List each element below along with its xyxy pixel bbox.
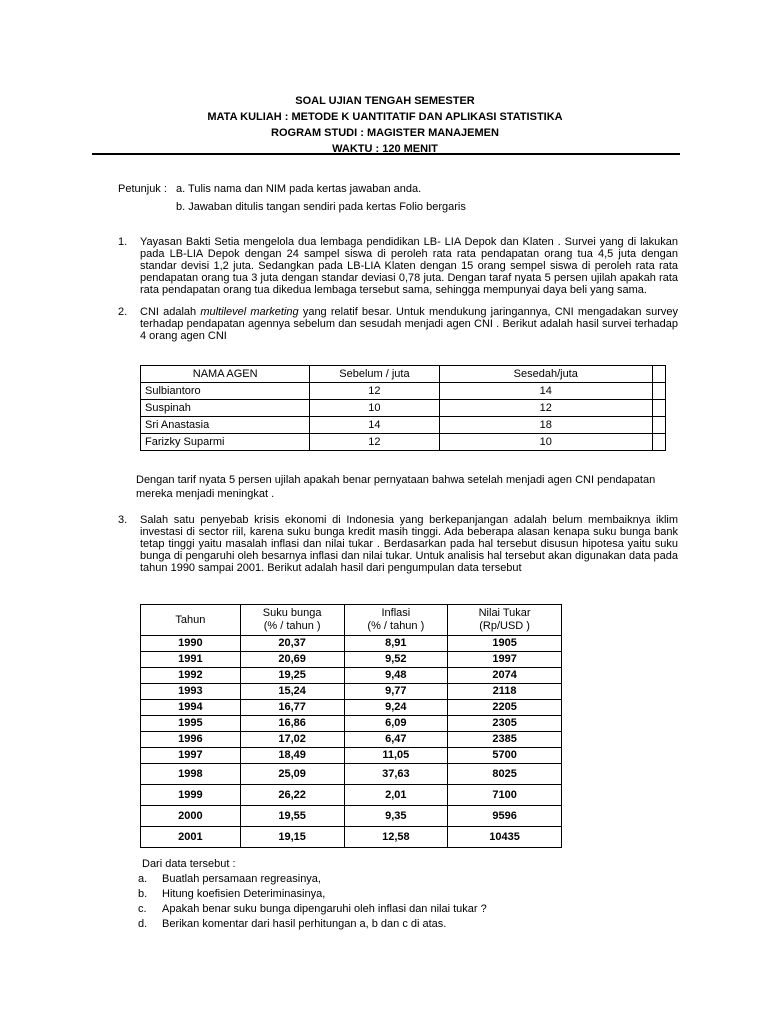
table-header-row	[141, 366, 666, 383]
table-cell: 37,63	[344, 764, 448, 785]
table-cell: 1998	[141, 764, 241, 785]
table-cell: 1999	[141, 785, 241, 806]
table-cell: 12	[439, 400, 652, 417]
table-cell: 10	[310, 400, 439, 417]
table-cell: 7100	[448, 785, 562, 806]
table-row	[141, 684, 562, 700]
question-text: Salah satu penyebab krisis ekonomi di Indonesia yang berkepanjangan adalah belum membaiknya iklim investasi di sector riil, karena suku bunga kredit masih tinggi. Ada beberapa alasan kenapa suku bunga bank tetap tinggi yaitu masalah inflasi dan nilai tukar . Berdasarkan pada hal tersebut disusun hipotesa yaitu suku bunga di pengaruhi oleh besarnya inflasi dan nilai tukar. Untuk analisis hal tersebut akan digunakan data pada tahun 1990 sampai 2001. Berikut adalah hasil dari pengumpulan data tersebut	[140, 514, 678, 574]
table-cell: 9,35	[344, 806, 448, 827]
table-cell: 10435	[448, 827, 562, 848]
question-number: 2.	[118, 306, 128, 318]
table-cell: 9,77	[344, 684, 448, 700]
agent-income-table	[140, 365, 666, 451]
table-row	[141, 785, 562, 806]
table-cell: 9596	[448, 806, 562, 827]
table-cell: 1905	[448, 636, 562, 652]
column-header: Sesedah/juta	[439, 366, 652, 383]
table-cell: 19,25	[240, 668, 344, 684]
exam-header	[90, 93, 680, 157]
instructions-label: Petunjuk :	[118, 183, 167, 195]
table-cell: 1990	[141, 636, 241, 652]
table-cell: 2074	[448, 668, 562, 684]
table-row	[141, 400, 666, 417]
economic-data-table	[140, 604, 562, 848]
column-header: Nilai Tukar (Rp/USD )	[448, 605, 562, 636]
table-cell: 9,24	[344, 700, 448, 716]
table-cell: 25,09	[240, 764, 344, 785]
table-cell: Sulbiantoro	[141, 383, 310, 400]
task-letter: b.	[138, 888, 148, 900]
task-item	[138, 917, 487, 932]
table-row	[141, 383, 666, 400]
table-cell: 18,49	[240, 748, 344, 764]
table-cell: 20,37	[240, 636, 344, 652]
table-cell: 20,69	[240, 652, 344, 668]
table-cell: Suspinah	[141, 400, 310, 417]
table-cell: 16,77	[240, 700, 344, 716]
table-cell: 9,52	[344, 652, 448, 668]
table-row	[141, 700, 562, 716]
table-row	[141, 636, 562, 652]
column-header: Tahun	[141, 605, 241, 636]
instructions	[118, 180, 466, 216]
table-row	[141, 732, 562, 748]
table-cell: 2118	[448, 684, 562, 700]
table-cell: 9,48	[344, 668, 448, 684]
task-text: Apakah benar suku bunga dipengaruhi oleh inflasi dan nilai tukar ?	[162, 903, 487, 915]
question-number: 1.	[118, 236, 128, 248]
table-cell: 2000	[141, 806, 241, 827]
task-item	[138, 902, 487, 917]
table-cell: 12	[310, 383, 439, 400]
table-cell: 6,47	[344, 732, 448, 748]
table-cell: 1994	[141, 700, 241, 716]
table-cell: 15,24	[240, 684, 344, 700]
tasks-intro: Dari data tersebut :	[142, 858, 236, 870]
task-item	[138, 872, 487, 887]
table-row	[141, 748, 562, 764]
table-cell: 11,05	[344, 748, 448, 764]
task-letter: d.	[138, 918, 148, 930]
question-2-instruction: Dengan tarif nyata 5 persen ujilah apakah benar pernyataan bahwa setelah menjadi agen CNI pendapatan mereka menjadi meningkat .	[136, 474, 656, 500]
table-cell: 1992	[141, 668, 241, 684]
table-cell: 1997	[448, 652, 562, 668]
question-text: CNI adalah multilevel marketing yang relatif besar. Untuk mendukung jaringannya, CNI mengadakan survey terhadap pendapatan agennya sebelum dan sesudah menjadi agen CNI . Berikut adalah hasil survei terhadap 4 orang agen CNI	[140, 306, 679, 342]
column-header: NAMA AGEN	[141, 366, 310, 383]
table-cell: 26,22	[240, 785, 344, 806]
table-cell: Farizky Suparmi	[141, 434, 310, 451]
header-divider	[92, 153, 680, 155]
table-cell: 1993	[141, 684, 241, 700]
header-course: MATA KULIAH : METODE K UANTITATIF DAN APLIKASI STATISTIKA	[207, 111, 563, 123]
table-cell: 2385	[448, 732, 562, 748]
table-row	[141, 764, 562, 785]
task-text: Hitung koefisien Deteriminasinya,	[162, 888, 326, 900]
task-text: Berikan komentar dari hasil perhitungan a, b dan c di atas.	[162, 918, 447, 930]
task-letter: c.	[138, 903, 147, 915]
table-cell: 14	[439, 383, 652, 400]
table-row	[141, 417, 666, 434]
header-program: ROGRAM STUDI : MAGISTER MANAJEMEN	[271, 127, 499, 139]
table-cell: 19,15	[240, 827, 344, 848]
table-cell: 14	[310, 417, 439, 434]
question-text: Yayasan Bakti Setia mengelola dua lembaga pendidikan LB- LIA Depok dan Klaten . Survei yang di lakukan pada LB-LIA Depok dengan 24 sampel siswa di peroleh rata rata pendapatan orang tua 4,5 juta dengan standar devisi 1,2 juta. Sedangkan pada LB-LIA Klaten dengan 15 orang sempel siswa di peroleh rata rata pendapatan orang tua 3 juta dengan standar deviasi 0,78 juta. Dengan taraf nyata 5 persen ujilah apakah rata rata pendapatan orang tua dikedua lembaga tersebut sama, sehingga mempunyai daya beli yang sama.	[140, 236, 678, 296]
column-header: Sebelum / juta	[310, 366, 439, 383]
table-row	[141, 806, 562, 827]
instruction-b: b. Jawaban ditulis tangan sendiri pada kertas Folio bergaris	[176, 201, 466, 213]
table-cell: 12	[310, 434, 439, 451]
table-cell: Sri Anastasia	[141, 417, 310, 434]
table-cell: 2305	[448, 716, 562, 732]
table-cell: 12,58	[344, 827, 448, 848]
header-title: SOAL UJIAN TENGAH SEMESTER	[295, 95, 475, 107]
table-row	[141, 434, 666, 451]
table-cell: 19,55	[240, 806, 344, 827]
table-cell: 17,02	[240, 732, 344, 748]
table-row	[141, 827, 562, 848]
table-row	[141, 716, 562, 732]
table-cell: 1997	[141, 748, 241, 764]
table-cell: 16,86	[240, 716, 344, 732]
table-cell: 2001	[141, 827, 241, 848]
column-header: Inflasi (% / tahun )	[344, 605, 448, 636]
table-cell: 1995	[141, 716, 241, 732]
table-row	[141, 668, 562, 684]
table-cell: 18	[439, 417, 652, 434]
task-item	[138, 887, 487, 902]
table-cell: 8,91	[344, 636, 448, 652]
task-letter: a.	[138, 873, 148, 885]
table-header-row	[141, 605, 562, 636]
table-row	[141, 652, 562, 668]
table-cell: 2205	[448, 700, 562, 716]
table-cell: 5700	[448, 748, 562, 764]
table-cell: 1996	[141, 732, 241, 748]
instruction-a: a. Tulis nama dan NIM pada kertas jawaban anda.	[176, 183, 422, 195]
table-cell: 6,09	[344, 716, 448, 732]
header-time: WAKTU : 120 MENIT	[332, 143, 438, 155]
question-number: 3.	[118, 514, 128, 526]
table-cell: 1991	[141, 652, 241, 668]
question-3-tasks	[138, 857, 487, 932]
table-cell: 8025	[448, 764, 562, 785]
task-text: Buatlah persamaan regreasinya,	[162, 873, 321, 885]
table-cell: 2,01	[344, 785, 448, 806]
emphasis-text: multilevel marketing	[200, 306, 299, 318]
table-cell: 10	[439, 434, 652, 451]
column-header: Suku bunga (% / tahun )	[240, 605, 344, 636]
